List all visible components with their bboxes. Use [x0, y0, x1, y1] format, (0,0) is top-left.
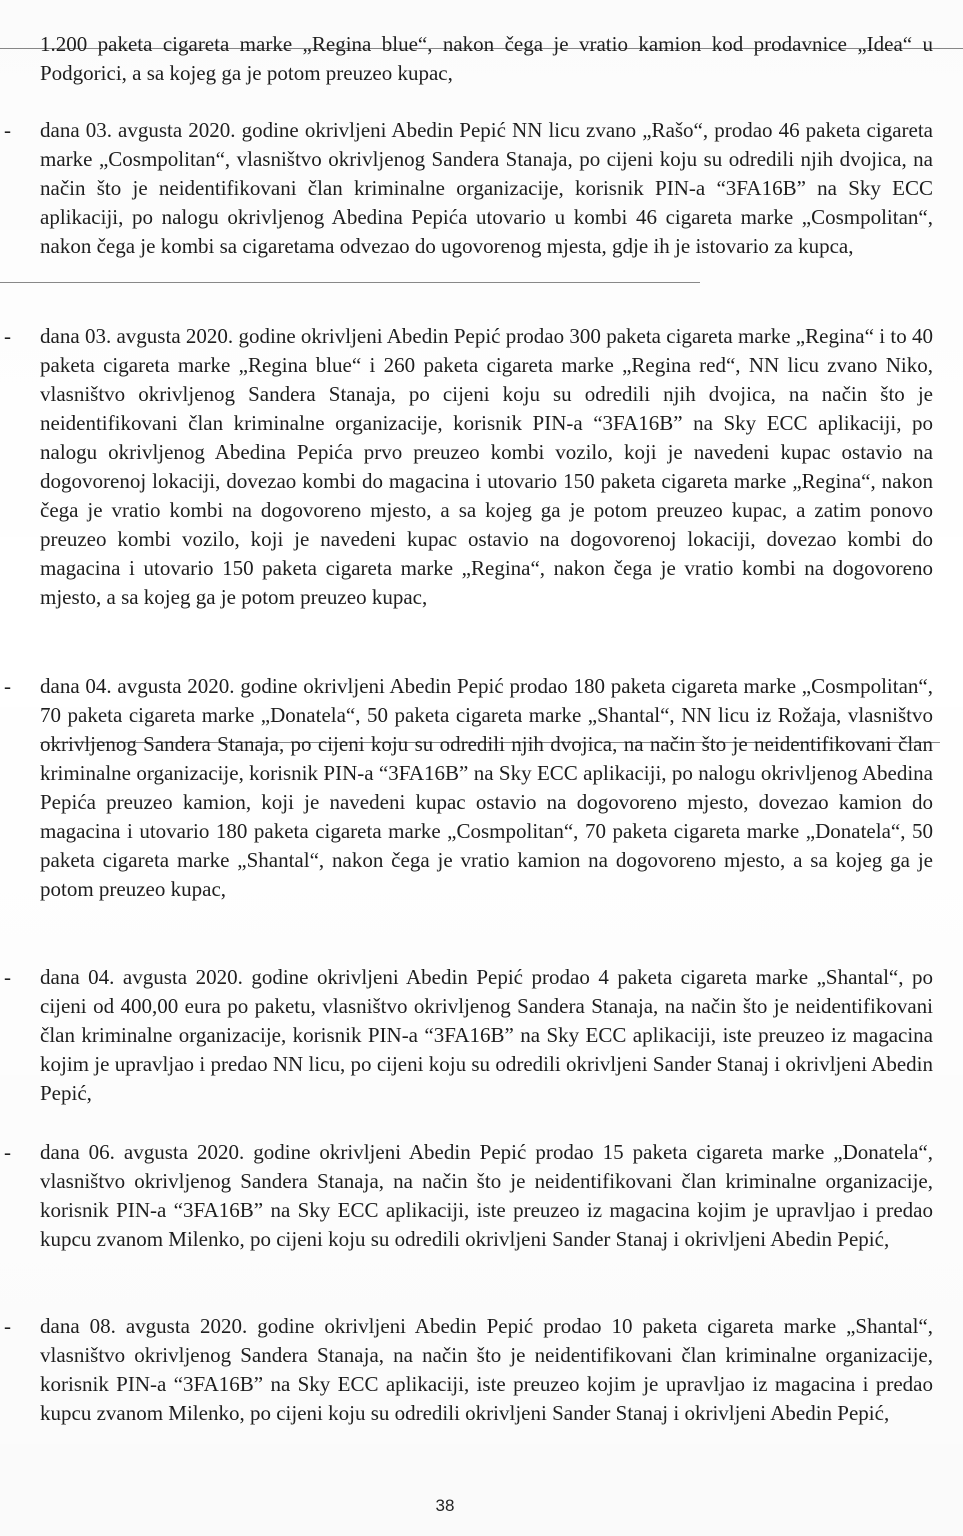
list-item: dana 04. avgusta 2020. godine okrivljeni Abedin Pepić prodao 4 paketa cigareta marke „Shantal“, po cijeni od 400,00 eura po paketu, vlasništvo okrivljenog Sandera Stanaja, na način što je neidentifikovani član kriminalne organizacije, korisnik PIN-a “3FA16B” na Sky ECC aplikaciji, iste preuzeo iz magacina kojim je upravljao i predao NN licu, po cijeni koju su odredili okrivljeni Sander Stanaj i okrivljeni Abedin Pepić, [40, 965, 933, 1105]
list-item: dana 06. avgusta 2020. godine okrivljeni Abedin Pepić prodao 15 paketa cigareta marke „Donatela“, vlasništvo okrivljenog Sandera Stanaja, na način što je neidentifikovani član kriminalne organizacije, korisnik PIN-a “3FA16B” na Sky ECC aplikaciji, iste preuzeo iz magacina kojim je upravljao i predao kupcu zvanom Milenko, po cijeni koju su odredili okrivljeni Sander Stanaj i okrivljeni Abedin Pepić, [40, 1140, 933, 1251]
list-item: dana 03. avgusta 2020. godine okrivljeni Abedin Pepić prodao 300 paketa cigareta marke „Regina“ i to 40 paketa cigareta marke „Regina blue“ i 260 paketa cigareta marke „Regina red“, NN licu zvano Niko, vlasništvo okrivljenog Sandera Stanaja, po cijeni koju su odredili njih dvojica, na način što je neidentifikovani član kriminalne organizacije, korisnik PIN-a “3FA16B” na Sky ECC aplikaciji, po nalogu okrivljenog Abedina Pepića prvo preuzeo kombi vozilo, koji je navedeni kupac ostavio na dogovorenoj lokaciji, dovezao kombi do magacina i utovario 150 paketa cigareta marke „Regina“, nakon čega je vratio kombi na dogovoreno mjesto, a sa kojeg ga je potom preuzeo kupac, a zatim ponovo preuzeo kombi vozilo, koji je navedeni kupac ostavio na dogovorenoj lokaciji, dovezao kombi do magacina i utovario 150 paketa cigareta marke „Regina“, nakon čega je vratio kombi na dogovoreno mjesto, a sa kojeg ga je potom preuzeo kupac, [40, 324, 933, 609]
list-bullet: - [4, 118, 11, 142]
scan-artifact-line [0, 282, 700, 283]
list-item: dana 04. avgusta 2020. godine okrivljeni Abedin Pepić prodao 180 paketa cigareta marke „Cosmpolitan“, 70 paketa cigareta marke „Donatela“, 50 paketa cigareta marke „Shantal“, NN licu iz Rožaja, vlasništvo okrivljenog Sandera Stanaja, po cijeni koju su odredili njih dvojica, na način što je neidentifikovani član kriminalne organizacije, korisnik PIN-a “3FA16B” na Sky ECC aplikaciji, po nalogu okrivljenog Abedina Pepića preuzeo kamion, koji je navedeni kupac ostavio na dogovoreno mjesto, dovezao kamion do magacina i utovario 180 paketa cigareta marke „Cosmpolitan“, 70 paketa cigareta marke „Donatela“, 50 paketa cigareta marke „Shantal“, nakon čega je vratio kamion na dogovoreno mjesto, a sa kojeg ga je potom preuzeo kupac, [40, 674, 933, 901]
list-bullet: - [4, 965, 11, 989]
list-bullet: - [4, 674, 11, 698]
list-bullet: - [4, 1314, 11, 1338]
page-number: 38 [435, 1496, 455, 1515]
intro-paragraph: 1.200 paketa cigareta marke „Regina blue“, nakon čega je vratio kamion kod prodavnice „Idea“ u Podgorici, a sa kojeg ga je potom preuzeo kupac, [40, 32, 933, 85]
list-bullet: - [4, 324, 11, 348]
list-bullet: - [4, 1140, 11, 1164]
list-item: dana 08. avgusta 2020. godine okrivljeni Abedin Pepić prodao 10 paketa cigareta marke „Shantal“, vlasništvo okrivljenog Sandera Stanaja, na način što je neidentifikovani član kriminalne organizacije, korisnik PIN-a “3FA16B” na Sky ECC aplikaciji, iste preuzeo kojim je upravljao iz magacina i predao kupcu zvanom Milenko, po cijeni koju su odredili okrivljeni Sander Stanaj i okrivljeni Abedin Pepić, [40, 1314, 933, 1425]
list-item: dana 03. avgusta 2020. godine okrivljeni Abedin Pepić NN licu zvano „Rašo“, prodao 46 paketa cigareta marke „Cosmpolitan“, vlasništvo okrivljenog Sandera Stanaja, po cijeni koju su odredili njih dvojica, na način što je neidentifikovani član kriminalne organizacije, korisnik PIN-a “3FA16B” na Sky ECC aplikaciji, po nalogu okrivljenog Abedina Pepića utovario u kombi 46 cigareta marke „Cosmpolitan“, nakon čega je kombi sa cigaretama odvezao do ugovorenog mjesta, gdje ih je istovario za kupca, [40, 118, 933, 258]
